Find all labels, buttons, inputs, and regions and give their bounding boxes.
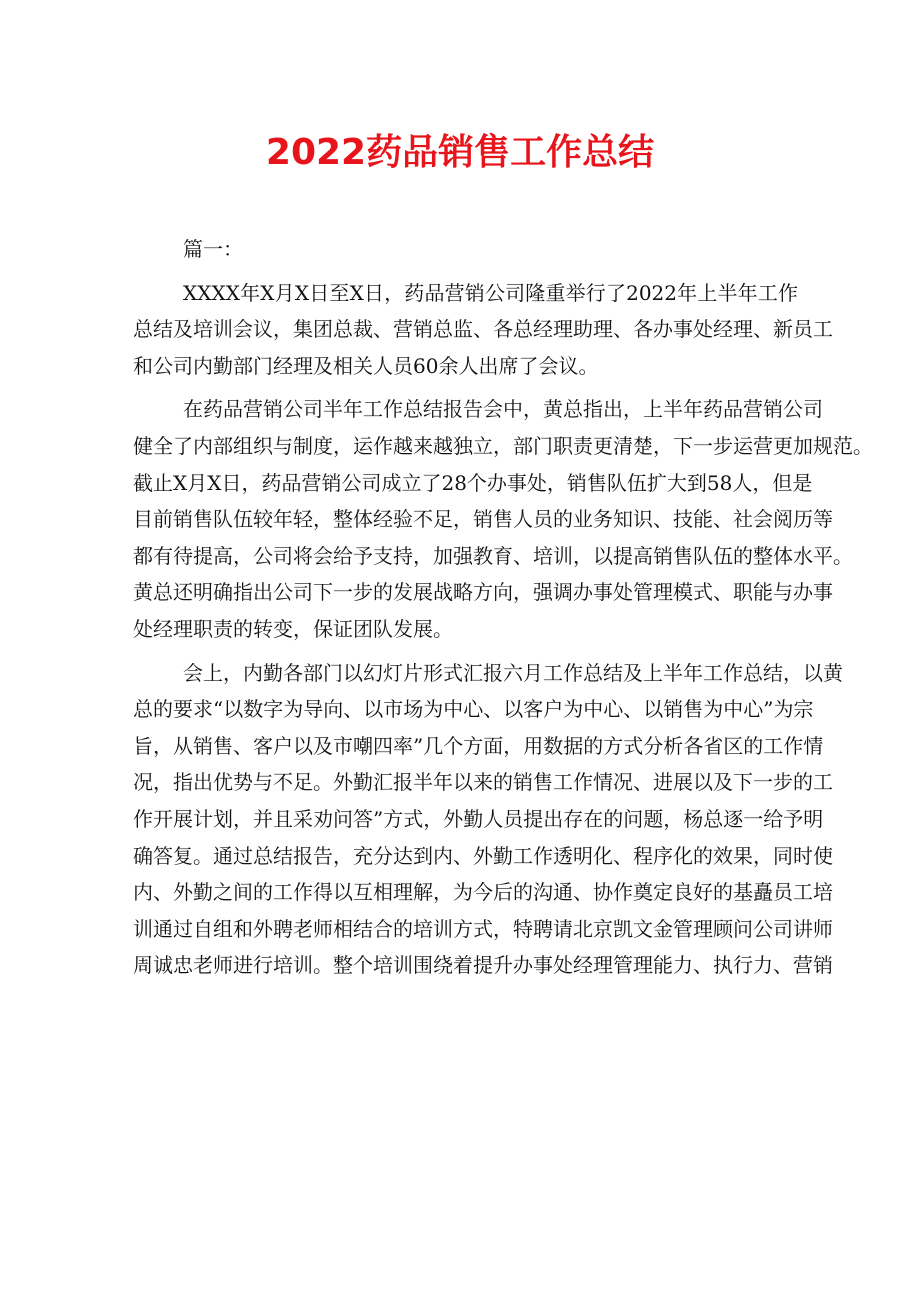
paragraph-line: 确答复。通过总结报告，充分达到内、外勤工作透明化、程序化的效果，同时使 [133, 843, 833, 868]
paragraph-1 [133, 275, 833, 385]
paragraph-line: 旨，从销售、客户以及市嘲四率”几个方面，用数据的方式分析各省区的工作情 [133, 733, 824, 758]
paragraph-line: XXXX年X月X日至X日，药品营销公司隆重举行了2022年上半年工作 [183, 280, 798, 305]
paragraph-3 [133, 655, 843, 984]
paragraph-line: 和公司内勤部门经理及相关人员60余人出席了会议。 [133, 353, 599, 378]
paragraph-line: 黄总还明确指出公司下一步的发展战略方向，强调办事处管理模式、职能与办事 [133, 580, 833, 605]
paragraph-line: 作开展计划，并且采劝问答”方式，外勤人员提出存在的问题，杨总逐一给予明 [133, 806, 824, 831]
paragraph-line: 目前销售队伍较年轻，整体经验不足，销售人员的业务知识、技能、社会阅历等 [133, 507, 833, 532]
document-body [133, 231, 873, 984]
paragraph-line: 况，指出优势与不足。外勤汇报半年以来的销售工作情况、进展以及下一步的工 [133, 770, 833, 795]
paragraph-line: 会上，内勤各部门以幻灯片形式汇报六月工作总结及上半年工作总结，以黄 [183, 660, 843, 685]
paragraph-line: 内、外勤之间的工作得以互相理解，为今后的沟通、协作奠定良好的基矗员工培 [133, 880, 833, 905]
paragraph-line: 在药品营销公司半年工作总结报告会中，黄总指出，上半年药品营销公司 [183, 397, 823, 422]
paragraph-line: 处经理职责的转变，保证团队发展。 [133, 616, 453, 641]
section-label: 篇一： [183, 237, 243, 261]
paragraph-2 [133, 391, 873, 647]
paragraph-line: 总结及培训会议，集团总裁、营销总监、各总经理助理、各办事处经理、新员工 [133, 317, 833, 342]
paragraph-line: 都有待提高，公司将会给予支持，加强教育、培训，以提高销售队伍的整体水平。 [133, 543, 853, 568]
paragraph-line: 健全了内部组织与制度，运作越来越独立，部门职责更清楚，下一步运营更加规范。 [133, 433, 873, 458]
document-title: 2022药品销售工作总结 [265, 132, 655, 173]
paragraph-line: 截止X月X日，药品营销公司成立了28个办事处，销售队伍扩大到58人，但是 [133, 470, 813, 495]
paragraph-line: 训通过自组和外聘老师相结合的培训方式，特聘请北京凯文金管理顾问公司讲师 [133, 916, 833, 941]
paragraph-line: 总的要求“以数字为导向、以市场为中心、以客户为中心、以销售为中心”为宗 [133, 697, 814, 722]
paragraph-line: 周诚忠老师进行培训。整个培训围绕着提升办事处经理管理能力、执行力、营销 [133, 953, 833, 978]
